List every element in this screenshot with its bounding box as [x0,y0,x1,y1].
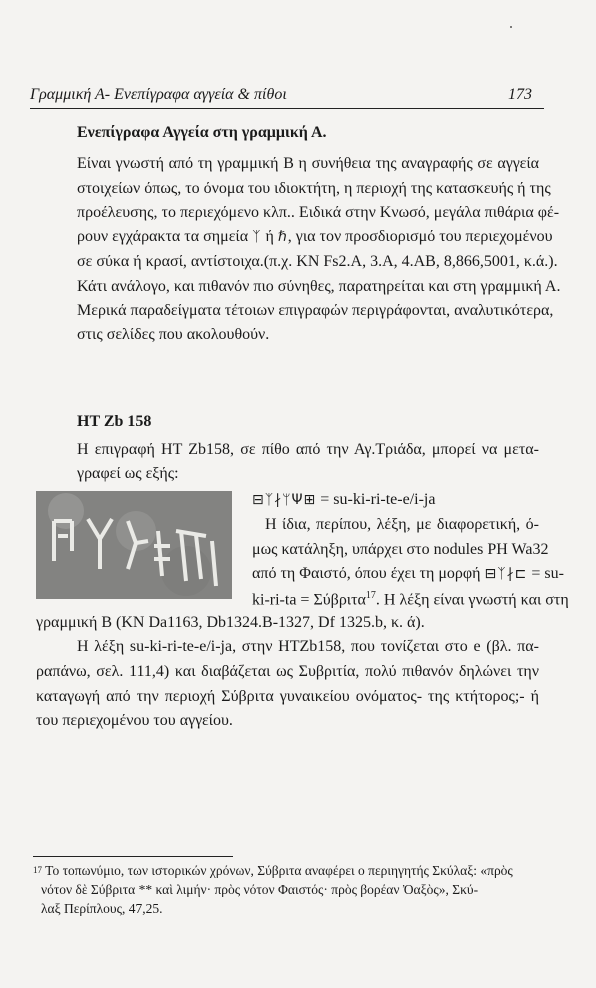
inscription-photo-art [36,491,232,599]
linear-a-sign-icon: ℏ [277,229,288,245]
paragraph-line: Κάτι ανάλογο, και πιθανόν πιο σύνηθες, παρατηρείται και στη γραμμική Α. [77,278,561,295]
paragraph-line [252,565,564,583]
footnote-rule [33,856,233,857]
page-number: 173 [508,86,532,103]
paragraph-line: προέλευσης, το περιεχόμενο κλπ.. Ειδικά στην Κνωσό, μεγάλα πιθάρια φέ- [77,204,560,221]
line-text: = su- [531,565,564,582]
paragraph-line: Είναι γνωστή από τη γραμμική Β η συνήθεια της αναγραφής σε αγγεία [77,155,539,172]
section-heading-inscribed-vessels: Ενεπίγραφα Αγγεία στη γραμμική Α. [77,124,327,141]
footnote-ref: 17 [365,590,376,601]
paragraph-line [252,590,569,609]
paragraph-line [77,228,553,246]
footnote [33,861,541,918]
linear-a-sign-icon: ᛉ [252,229,262,245]
paragraph-line: του περιεχομένου του αγγείου. [36,712,233,729]
footnote-line: νότον δὲ Σύβριτα ** καὶ λιμήν· πρὸς νότον Φαιστός· πρὸς βορέαν Ὀαξὸς», Σκύ- [41,882,479,897]
transliteration-line [252,491,435,509]
footnote-line: λαξ Περίπλους, 47,25. [41,901,163,916]
line-text: από τη Φαιστό, όπου έχει τη μορφή [252,565,481,582]
paragraph-line: Μερικά παραδείγματα τέτοιων επιγραφών περιγράφονται, αναλυτικότερα, [77,302,554,319]
footnote-text: Το τοπωνύμιο, των ιστορικών χρόνων, Σύβριτα αναφέρει ο περιηγητής Σκύλαξ: «πρὸς [42,863,513,878]
paragraph-line: στις σελίδες που ακολουθούν. [77,326,270,343]
paragraph-line: ραπάνω, σελ. 111,4) και διαβάζεται ως Συβριτία, πολύ πιθανόν δηλώνει την [36,663,539,680]
paragraph-line: σε σύκα ή κρασί, αντίστοιχα.(π.χ. KN Fs2.A, 3.A, 4.AB, 8,866,5001, κ.ά.). [77,253,558,270]
transliteration-text: = su-ki-ri-te-e/i-ja [320,491,436,508]
line-text: . Η λέξη είναι γνωστή και στη [375,591,569,609]
running-header-title: Γραμμική Α- Ενεπίγραφα αγγεία & πίθοι [30,86,287,103]
paragraph-line: καταγωγή από την περιοχή Σύβριτα γυναικείου ονόματος- της κτήτορος;- ή [36,688,539,705]
header-rule [30,108,544,109]
line-text: ή [265,228,274,245]
paragraph-line: μως κατάληξη, υπάρχει στο nodules PH Wa32 [252,541,549,558]
line-text: , για τον προσδιορισμό του περιεχομένου [287,228,553,245]
paragraph-line: στοιχείων όπως, το όνομα του ιδιοκτήτη, η περιοχή της κατασκευής ή της [77,180,551,197]
footnote-line [33,861,541,880]
footnote-mark: 17 [33,865,42,875]
paragraph-line: γραφεί ως εξής: [77,465,179,482]
paragraph-line: γραμμική Β (KN Da1163, Db1324.B-1327, Df 1325.b, κ. ά). [36,614,425,631]
inscription-photo [36,491,232,599]
section-heading-ht-zb-158: HT Zb 158 [77,413,152,430]
speck [510,26,512,28]
paragraph-line: Η ίδια, περίπου, λέξη, με διαφορετική, ό- [265,516,539,533]
paragraph-line: Η επιγραφή HT Zb158, σε πίθο από την Αγ.Τριάδα, μπορεί να μετα- [77,441,539,458]
paragraph-line: Η λέξη su-ki-ri-te-e/i-ja, στην HTZb158, που τονίζεται στο e (βλ. πα- [77,638,539,655]
linear-a-word-icon: ⊟ᛉ∤⊏ [484,566,528,582]
linear-a-inscription-icon: ⊟ᛉ∤ᛘΨ⊞ [252,492,317,508]
line-text: ρουν εγχάρακτα τα σημεία [77,228,249,245]
line-text: ki-ri-ta = Σύβριτα [252,591,366,609]
